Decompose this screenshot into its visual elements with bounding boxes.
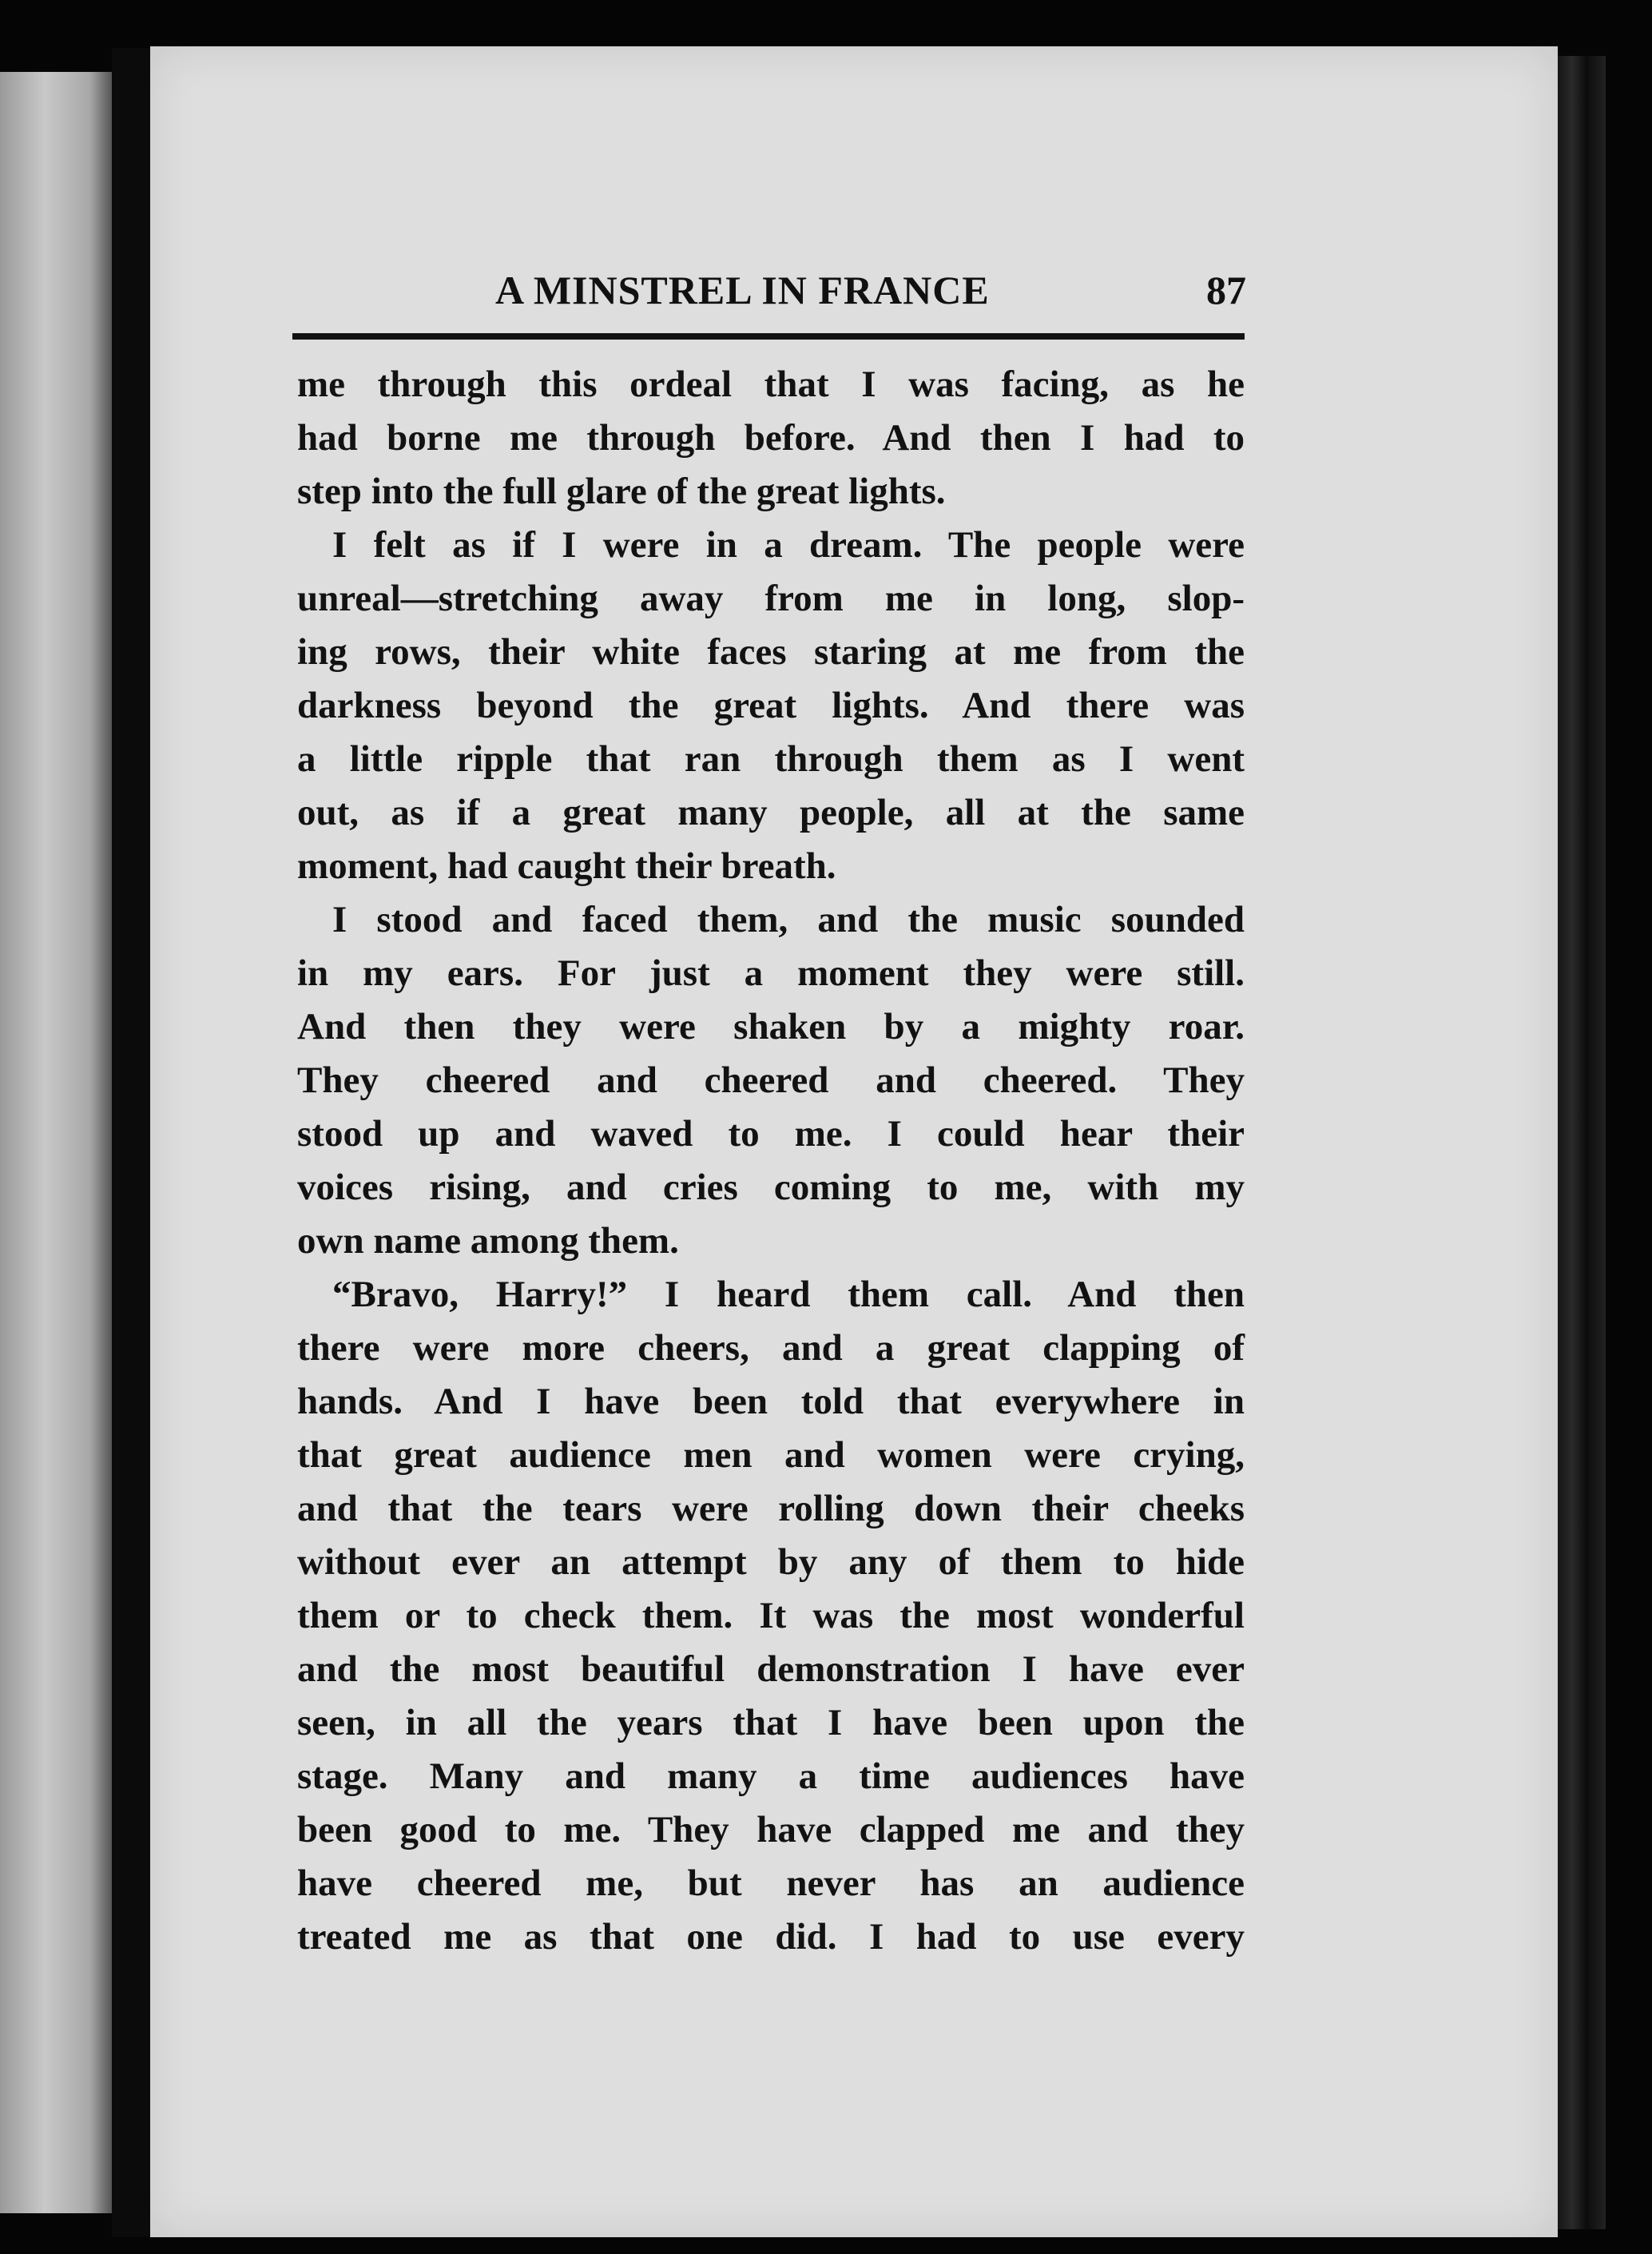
text-line: stood up and waved to me. I could hear their (297, 1113, 1245, 1155)
text-line: stage. Many and many a time audiences have (297, 1755, 1245, 1797)
text-line: been good to me. They have clapped me and they (297, 1809, 1245, 1851)
text-line: treated me as that one did. I had to use every (297, 1916, 1245, 1958)
book-gutter (112, 48, 150, 2237)
text-line: And then they were shaken by a mighty roar. (297, 1006, 1245, 1047)
text-line: They cheered and cheered and cheered. They (297, 1059, 1245, 1101)
page-stack-edge (1558, 56, 1606, 2229)
text-line: step into the full glare of the great lights. (297, 471, 946, 512)
page-number: 87 (1206, 268, 1246, 312)
text-line: ing rows, their white faces staring at me from the (297, 631, 1245, 673)
text-line: out, as if a great many people, all at the same (297, 792, 1245, 833)
text-line: that great audience men and women were crying, (297, 1434, 1245, 1476)
text-line: there were more cheers, and a great clapping of (297, 1327, 1245, 1369)
text-line: without ever an attempt by any of them to hide (297, 1541, 1245, 1583)
text-line: I felt as if I were in a dream. The people were (332, 524, 1245, 566)
text-line: “Bravo, Harry!” I heard them call. And then (332, 1274, 1245, 1315)
text-line: a little ripple that ran through them as I went (297, 738, 1245, 780)
running-title: A MINSTREL IN FRANCE (495, 268, 990, 312)
text-line: had borne me through before. And then I had to (297, 417, 1245, 459)
text-line: me through this ordeal that I was facing, as he (297, 364, 1245, 405)
text-line: own name among them. (297, 1220, 679, 1262)
body-text (297, 358, 1245, 1964)
text-line: moment, had caught their breath. (297, 845, 836, 887)
text-line: in my ears. For just a moment they were still. (297, 952, 1245, 994)
text-line: have cheered me, but never has an audience (297, 1862, 1245, 1904)
text-line: them or to check them. It was the most wonderful (297, 1595, 1245, 1636)
text-line: unreal—stretching away from me in long, slop- (297, 578, 1245, 619)
text-line: and that the tears were rolling down their cheeks (297, 1488, 1245, 1529)
text-line: hands. And I have been told that everywhere in (297, 1381, 1245, 1422)
text-line: voices rising, and cries coming to me, with my (297, 1167, 1245, 1208)
header-rule (292, 333, 1245, 340)
page-header (296, 264, 1246, 320)
text-line: seen, in all the years that I have been upon the (297, 1702, 1245, 1743)
text-line: I stood and faced them, and the music sounded (332, 899, 1245, 940)
text-line: and the most beautiful demonstration I have ever (297, 1648, 1245, 1690)
facing-page-edge (0, 72, 112, 2213)
text-line: darkness beyond the great lights. And there was (297, 685, 1245, 726)
